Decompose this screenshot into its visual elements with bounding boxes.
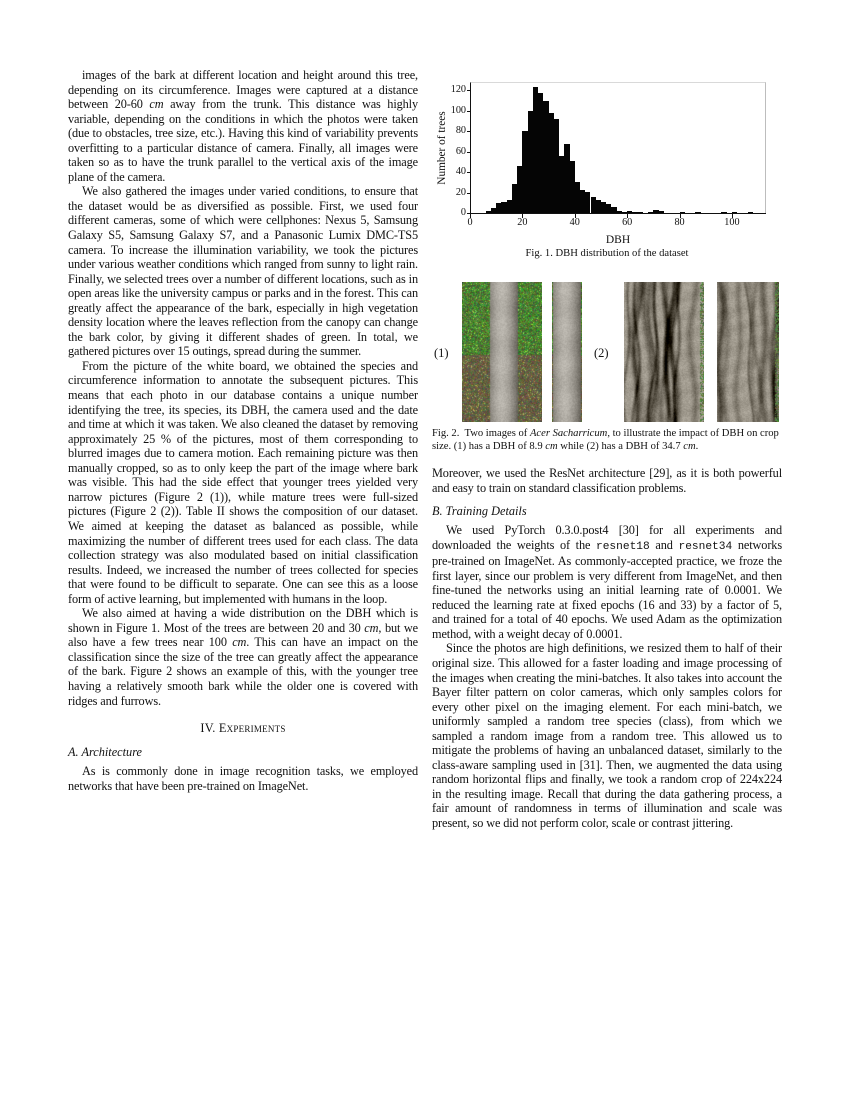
histogram-bar bbox=[638, 212, 643, 213]
paragraph-architecture: As is commonly done in image recognition tasks, we employed networks that have been pre-trained on ImageNet. bbox=[68, 764, 418, 793]
left-column bbox=[68, 68, 418, 793]
unit-cm: cm bbox=[545, 440, 558, 452]
paragraph-1: images of the bark at different location and height around this tree, depending on its circumference. Images were captured at a distance between 20-60 cm away from the trunk. This distance was highly variable, depending on the conditions in which the photos were taken (due to obstacles, tree size, etc.). Having this kind of variability prevents overfitting to a particular distance of camera. Finally, all images were taken so as to have the trunk parallel to the vertical axis of the image plane of the camera. bbox=[68, 68, 418, 184]
y-axis-label-host bbox=[436, 82, 454, 214]
y-tick-mark bbox=[467, 90, 471, 91]
x-tick-mark bbox=[575, 214, 576, 218]
y-tick-label: 40 bbox=[455, 166, 466, 178]
figure-1-caption: Fig. 1. DBH distribution of the dataset bbox=[525, 248, 689, 259]
paragraph-2: We also gathered the images under varied conditions, to ensure that the dataset would be as diversified as possible. First, we used four different cameras, some of which were cellphones: Nexus 5, Samsung Galaxy S5, Samsung Galaxy S7, and a Panasonic Lumix DMC-TS5 camera. To increase the illumination variability, we took the pictures under various weather conditions which ranged from sunny to light rain. Finally, we selected trees over a number of different locations, such as in open areas like the university campus or parks and in the forest. This can greatly affect the appearance of the bark, especially in high vegetation density location where the leaves reflection from the canopy can change the bark color, by giving it different shades of green. In total, we gathered pictures over 15 outings, spread during the summer. bbox=[68, 184, 418, 359]
unit-cm: cm bbox=[683, 440, 696, 452]
x-tick-label: 0 bbox=[467, 217, 473, 228]
paragraph-3: From the picture of the white board, we obtained the species and circumference information to annotate the subsequent pictures. This means that each photo in our database contains a unique number identifying the tree, its species, its DBH, the camera used and the date and time at which it was taken. We also cleaned the dataset by removing approximately 25 % of the pictures, most of them corresponding to blurred images due to camera motion. Each remaining picture was then manually cropped, so as to only keep the part of the image where bark was visible. This had the side effect that younger trees yielded very narrow pictures (Figure 2 (1)), while mature trees were full-sized pictures (Figure 2 (2)). Table II shows the composition of our dataset. We aimed at keeping the dataset as balanced as possible, while maximizing the number of different trees used for each class. The data collection strategy was also modulated based on initial classification results. Indeed, we increased the number of trees collected for species that were found to be difficult to separate. One can see this as a loose form of active learning, but implemented with humans in the loop. bbox=[68, 358, 418, 606]
bark-photo-2b bbox=[717, 282, 779, 422]
x-tick-label: 80 bbox=[674, 217, 685, 228]
subsection-heading-training-details: B. Training Details bbox=[432, 504, 527, 519]
x-axis-label: DBH bbox=[605, 234, 631, 246]
histogram-bar bbox=[659, 211, 664, 213]
figure-2 bbox=[432, 276, 782, 452]
y-tick-label: 0 bbox=[460, 207, 466, 218]
y-tick-label: 100 bbox=[450, 104, 466, 116]
histogram-bar bbox=[695, 212, 700, 213]
paragraph-resnet: Moreover, we used the ResNet architecture [29], as it is both powerful and easy to train on standard classification problems. bbox=[432, 466, 782, 495]
subsection-heading-architecture: A. Architecture bbox=[68, 745, 142, 760]
unit-cm: cm bbox=[232, 635, 247, 650]
panel-label-1: (1) bbox=[434, 346, 449, 360]
plot-area bbox=[450, 82, 766, 228]
y-tick-mark bbox=[467, 111, 471, 112]
figure-2-panels bbox=[432, 282, 782, 422]
histogram-bar bbox=[721, 212, 726, 213]
y-tick-label: 20 bbox=[455, 186, 466, 198]
x-tick-label: 40 bbox=[569, 217, 580, 228]
figure-1 bbox=[432, 68, 782, 264]
paragraph-4: We also aimed at having a wide distribution on the DBH which is shown in Figure 1. Most of the trees are between 20 and 30 cm, but we also have a few trees near 100 cm. This can have an impact on the classification since the size of the tree can greatly affect the appearance of the bark. Figure 2 shows an example of this, with the younger tree having a relatively smooth bark while the older one is covered with ridges and furrows. bbox=[68, 606, 418, 708]
code-resnet34: resnet34 bbox=[678, 540, 733, 553]
right-column-text bbox=[432, 466, 782, 831]
histogram-bar bbox=[680, 212, 685, 213]
x-tick-label: 60 bbox=[622, 217, 633, 228]
y-tick-mark bbox=[467, 152, 471, 153]
paragraph-resize: Since the photos are high definitions, we resized them to half of their original size. This allowed for a faster loading and image processing of the images when creating the mini-batches. It also takes into account the Bayer filter pattern on color cameras, which only samples colors for every other pixel on the imaging element. For each mini-batch, we uniformly sampled a random tree species (class), from which we sampled a random image from a random tree. This allowed us to mitigate the problems of having an unbalanced dataset, similarly to the class-aware sampling used in [31]. Then, we augmented the data using random horizontal flips and finally, we took a random crop of 224x224 in the resulting image. Recall that during the data gathering process, a fair amount of randomness in terms of illumination and scale was present, so we did not perform color, scale or contrast jittering. bbox=[432, 641, 782, 831]
panel-label-2: (2) bbox=[594, 346, 609, 360]
section-heading-experiments: IV. Experiments bbox=[200, 721, 286, 736]
right-column bbox=[432, 68, 782, 831]
histogram-bars bbox=[470, 82, 766, 213]
x-tick-label: 20 bbox=[517, 217, 528, 228]
y-tick-mark bbox=[467, 131, 471, 132]
y-axis-label: Number of trees bbox=[436, 111, 448, 185]
figure-2-caption: Fig. 2. Two images of Acer Sacharricum, to illustrate the impact of DBH on crop size. (1) has a DBH of 8.9 cm while (2) has a DBH of 34.7 cm. bbox=[432, 428, 779, 452]
x-tick-mark bbox=[732, 214, 733, 218]
dbh-histogram-chart bbox=[432, 74, 782, 260]
code-resnet18: resnet18 bbox=[596, 540, 650, 553]
x-tick-mark bbox=[627, 214, 628, 218]
bark-photo-2a bbox=[624, 282, 704, 422]
y-tick-mark bbox=[467, 193, 471, 194]
unit-cm: cm bbox=[149, 97, 164, 112]
x-tick-mark bbox=[470, 214, 471, 218]
y-tick-label: 60 bbox=[455, 145, 466, 157]
histogram-bar bbox=[748, 212, 753, 213]
x-axis-line bbox=[470, 213, 766, 214]
paragraph-pytorch: We used PyTorch 0.3.0.post4 [30] for all experiments and downloaded the weights of the resnet18 and resnet34 networks pre-trained on ImageNet. As commonly-accepted practice, we froze the first layer, since our problem is very different from ImageNet, and then fine-tuned the networks using an initial learning rate of 0.0001. We reduced the learning rate at fixed epochs (16 and 33) by a factor of 5, and trained for a total of 40 epochs. We used Adam as the optimization method, with a weight decay of 0.0001. bbox=[432, 523, 782, 641]
unit-cm: cm bbox=[364, 620, 379, 635]
y-tick-mark bbox=[467, 172, 471, 173]
histogram-bar bbox=[732, 212, 737, 213]
x-tick-mark bbox=[522, 214, 523, 218]
y-tick-label: 120 bbox=[450, 84, 466, 96]
x-tick-mark bbox=[680, 214, 681, 218]
species-name: Acer Sacharricum bbox=[529, 428, 608, 439]
bark-photo-1b bbox=[552, 282, 582, 422]
x-tick-label: 100 bbox=[724, 217, 740, 228]
y-tick-label: 80 bbox=[455, 125, 466, 137]
bark-photo-1a bbox=[462, 282, 542, 422]
